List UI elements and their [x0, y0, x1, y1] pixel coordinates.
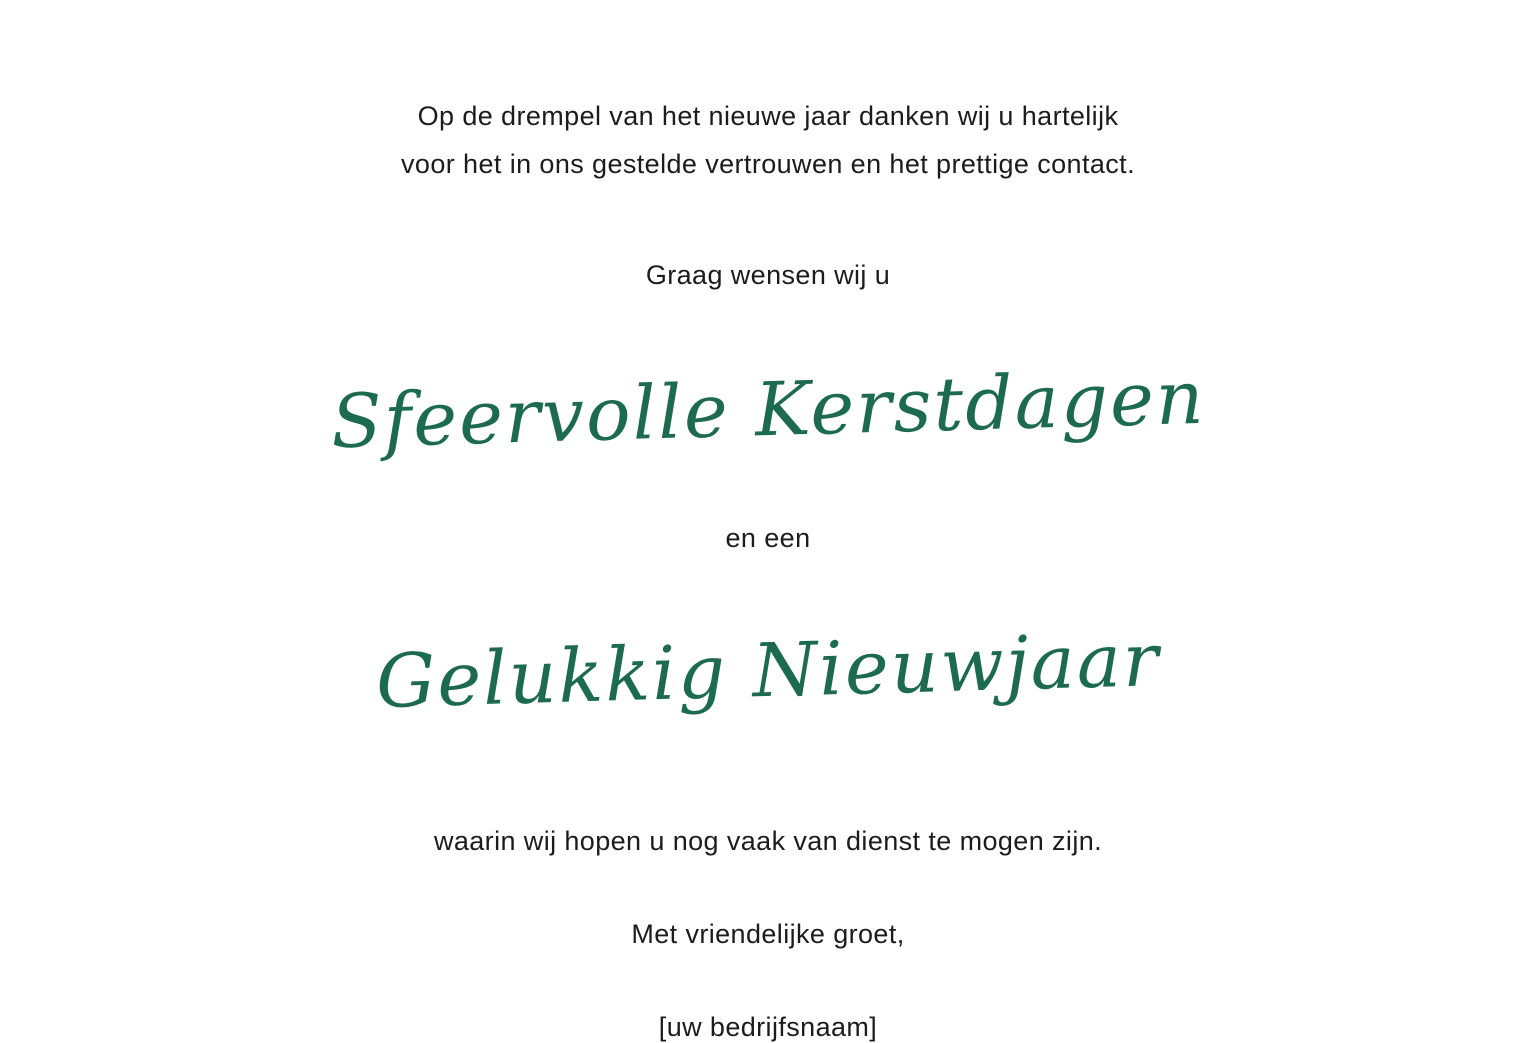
regards-text: Met vriendelijke groet, — [631, 919, 905, 949]
wish-lead-text: Graag wensen wij u — [645, 260, 891, 290]
connector-text: en een — [725, 523, 811, 553]
company-name-placeholder: [uw bedrijfsnaam] — [658, 1012, 878, 1042]
closing-line-text: waarin wij hopen u nog vaak van dienst te mogen zijn. — [433, 826, 1103, 856]
intro-line-1: Op de drempel van het nieuwe jaar danken wij u hartelijk — [417, 101, 1119, 131]
script-newyear-greeting: Gelukkig Nieuwjaar — [374, 617, 1162, 725]
script-christmas-greeting: Sfeervolle Kerstdagen — [329, 354, 1207, 466]
intro-line-2: voor het in ons gestelde vertrouwen en het prettige contact. — [401, 149, 1135, 179]
